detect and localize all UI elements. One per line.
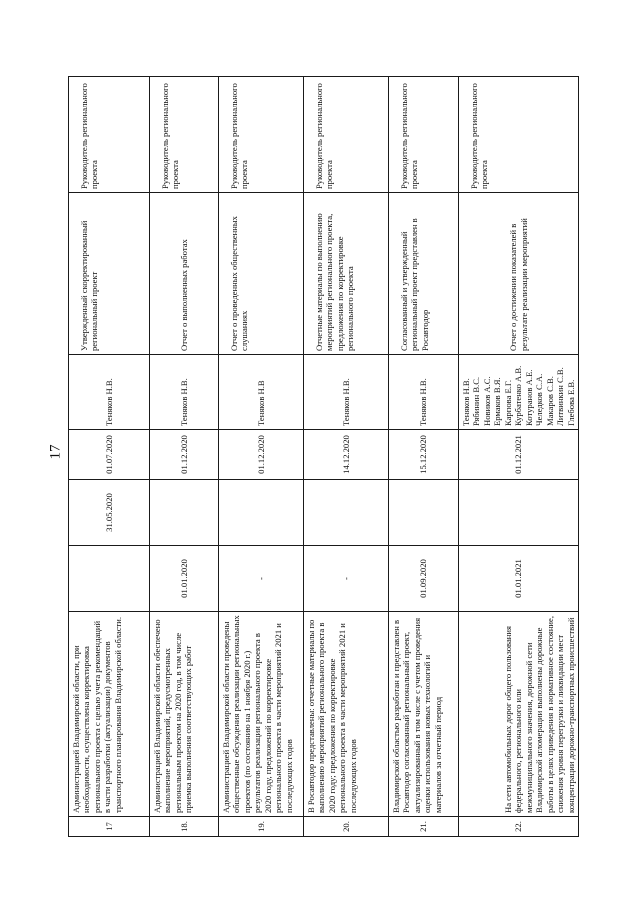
responsible-cell: Теняков Н.В bbox=[219, 355, 304, 430]
responsible-cell: Теняков Н.В. bbox=[150, 355, 219, 430]
end-date-cell bbox=[389, 480, 459, 546]
start-date-cell: 01.01.2021 bbox=[459, 546, 579, 612]
start-date-cell: - bbox=[219, 546, 304, 612]
result-cell: Отчет о проведенных общественных слушаниях bbox=[219, 193, 304, 355]
result-cell: Отчет о достижении показателей в результате реализации мероприятий bbox=[459, 193, 579, 355]
table-row bbox=[389, 77, 459, 837]
due-date-cell: 14.12.2020 bbox=[304, 430, 389, 480]
plan-table bbox=[68, 76, 579, 837]
row-number: 18. bbox=[150, 817, 219, 837]
task-cell: На сети автомобильных дорог общего пользования федерального, регионального или межмуниципального значения, дорожной сети Владимирской агломерации выполнены дорожные работы в целях приведения в нормативное состояние, снижения уровня перегрузки и ликвидации мест концентрации дорожно-транспортных происшествий bbox=[459, 612, 579, 817]
due-date-cell: 15.12.2020 bbox=[389, 430, 459, 480]
rotated-table-wrapper bbox=[68, 77, 576, 837]
end-date-cell bbox=[150, 480, 219, 546]
responsible-cell: Теняков Н.В. Рябинин В.С. Новиков А.С. Ермаков В.Я. Карпова Е.Г. Курбатенко А.В. Котуранов А.Е. Челедков С.А. Макаров С.В. Литвинкин С.В. Глебова Е.В. bbox=[459, 355, 579, 430]
responsible-cell: Теняков Н.В. bbox=[389, 355, 459, 430]
page-number: 17 bbox=[47, 444, 64, 460]
table-row bbox=[150, 77, 219, 837]
task-cell: Администрацией Владимирской области обеспечено выполнение мероприятий, предусмотренных региональным проектом на 2020 год, в том числе приемка выполнения соответствующих работ bbox=[150, 612, 219, 817]
row-number: 19. bbox=[219, 817, 304, 837]
task-cell: В Росавтодор представлены: отчетные материалы по выполнению мероприятий регионального проекта в 2020 году; предложения по корректировке регионального проекта в части мероприятий 2021 и последующих годов bbox=[304, 612, 389, 817]
end-date-cell bbox=[219, 480, 304, 546]
responsible-cell: Теняков Н.В. bbox=[304, 355, 389, 430]
row-number: 21. bbox=[389, 817, 459, 837]
result-cell: Отчет о выполненных работах bbox=[150, 193, 219, 355]
due-date-cell: 01.07.2020 bbox=[69, 430, 150, 480]
table-row bbox=[304, 77, 389, 837]
start-date-cell: 01.09.2020 bbox=[389, 546, 459, 612]
end-date-cell bbox=[304, 480, 389, 546]
due-date-cell: 01.12.2020 bbox=[219, 430, 304, 480]
role-cell: Руководитель регионального проекта bbox=[150, 77, 219, 193]
end-date-cell bbox=[459, 480, 579, 546]
responsible-cell: Теняков Н.В. bbox=[69, 355, 150, 430]
table-row bbox=[219, 77, 304, 837]
result-cell: Согласованный и утвержденный региональный проект представлен в Росавтодор bbox=[389, 193, 459, 355]
result-cell: Отчетные материалы по выполнению мероприятий регионального проекта, предложения по корректировке регионального проекта bbox=[304, 193, 389, 355]
row-number: 22. bbox=[459, 817, 579, 837]
role-cell: Руководитель регионального проекта bbox=[304, 77, 389, 193]
role-cell: Руководитель регионального проекта bbox=[459, 77, 579, 193]
end-date-cell: 31.05.2020 bbox=[69, 480, 150, 546]
role-cell: Руководитель регионального проекта bbox=[69, 77, 150, 193]
start-date-cell: 01.01.2020 bbox=[150, 546, 219, 612]
task-cell: Администрацией Владимирской области проведены общественные обсуждения реализации региональных проектов (по состоянию на 1 ноября 2020 г.) результатов реализации регионального проекта в 2020 году, предложений по корректировке регионального проекта в части мероприятий 2021 и последующих годов bbox=[219, 612, 304, 817]
due-date-cell: 01.12.2021 bbox=[459, 430, 579, 480]
table-row bbox=[69, 77, 150, 837]
due-date-cell: 01.12.2020 bbox=[150, 430, 219, 480]
task-cell: Администрацией Владимирской области, при необходимости, осуществлена корректировка регионального проекта с целью учета рекомендаций в части разработки (актуализации) документов транспортного планирования Владимирской области. bbox=[69, 612, 150, 817]
task-cell: Владимирской областью разработан и представлен в Росавтодор согласованный региональный проект, актуализированный в том числе с учетом проведения оценки использования новых технологий и материалов за отчетный период bbox=[389, 612, 459, 817]
start-date-cell bbox=[69, 546, 150, 612]
role-cell: Руководитель регионального проекта bbox=[219, 77, 304, 193]
row-number: 17 bbox=[69, 817, 150, 837]
result-cell: Утвержденный скорректированный региональный проект bbox=[69, 193, 150, 355]
table-row bbox=[459, 77, 579, 837]
row-number: 20. bbox=[304, 817, 389, 837]
role-cell: Руководитель регионального проекта bbox=[389, 77, 459, 193]
start-date-cell: - bbox=[304, 546, 389, 612]
